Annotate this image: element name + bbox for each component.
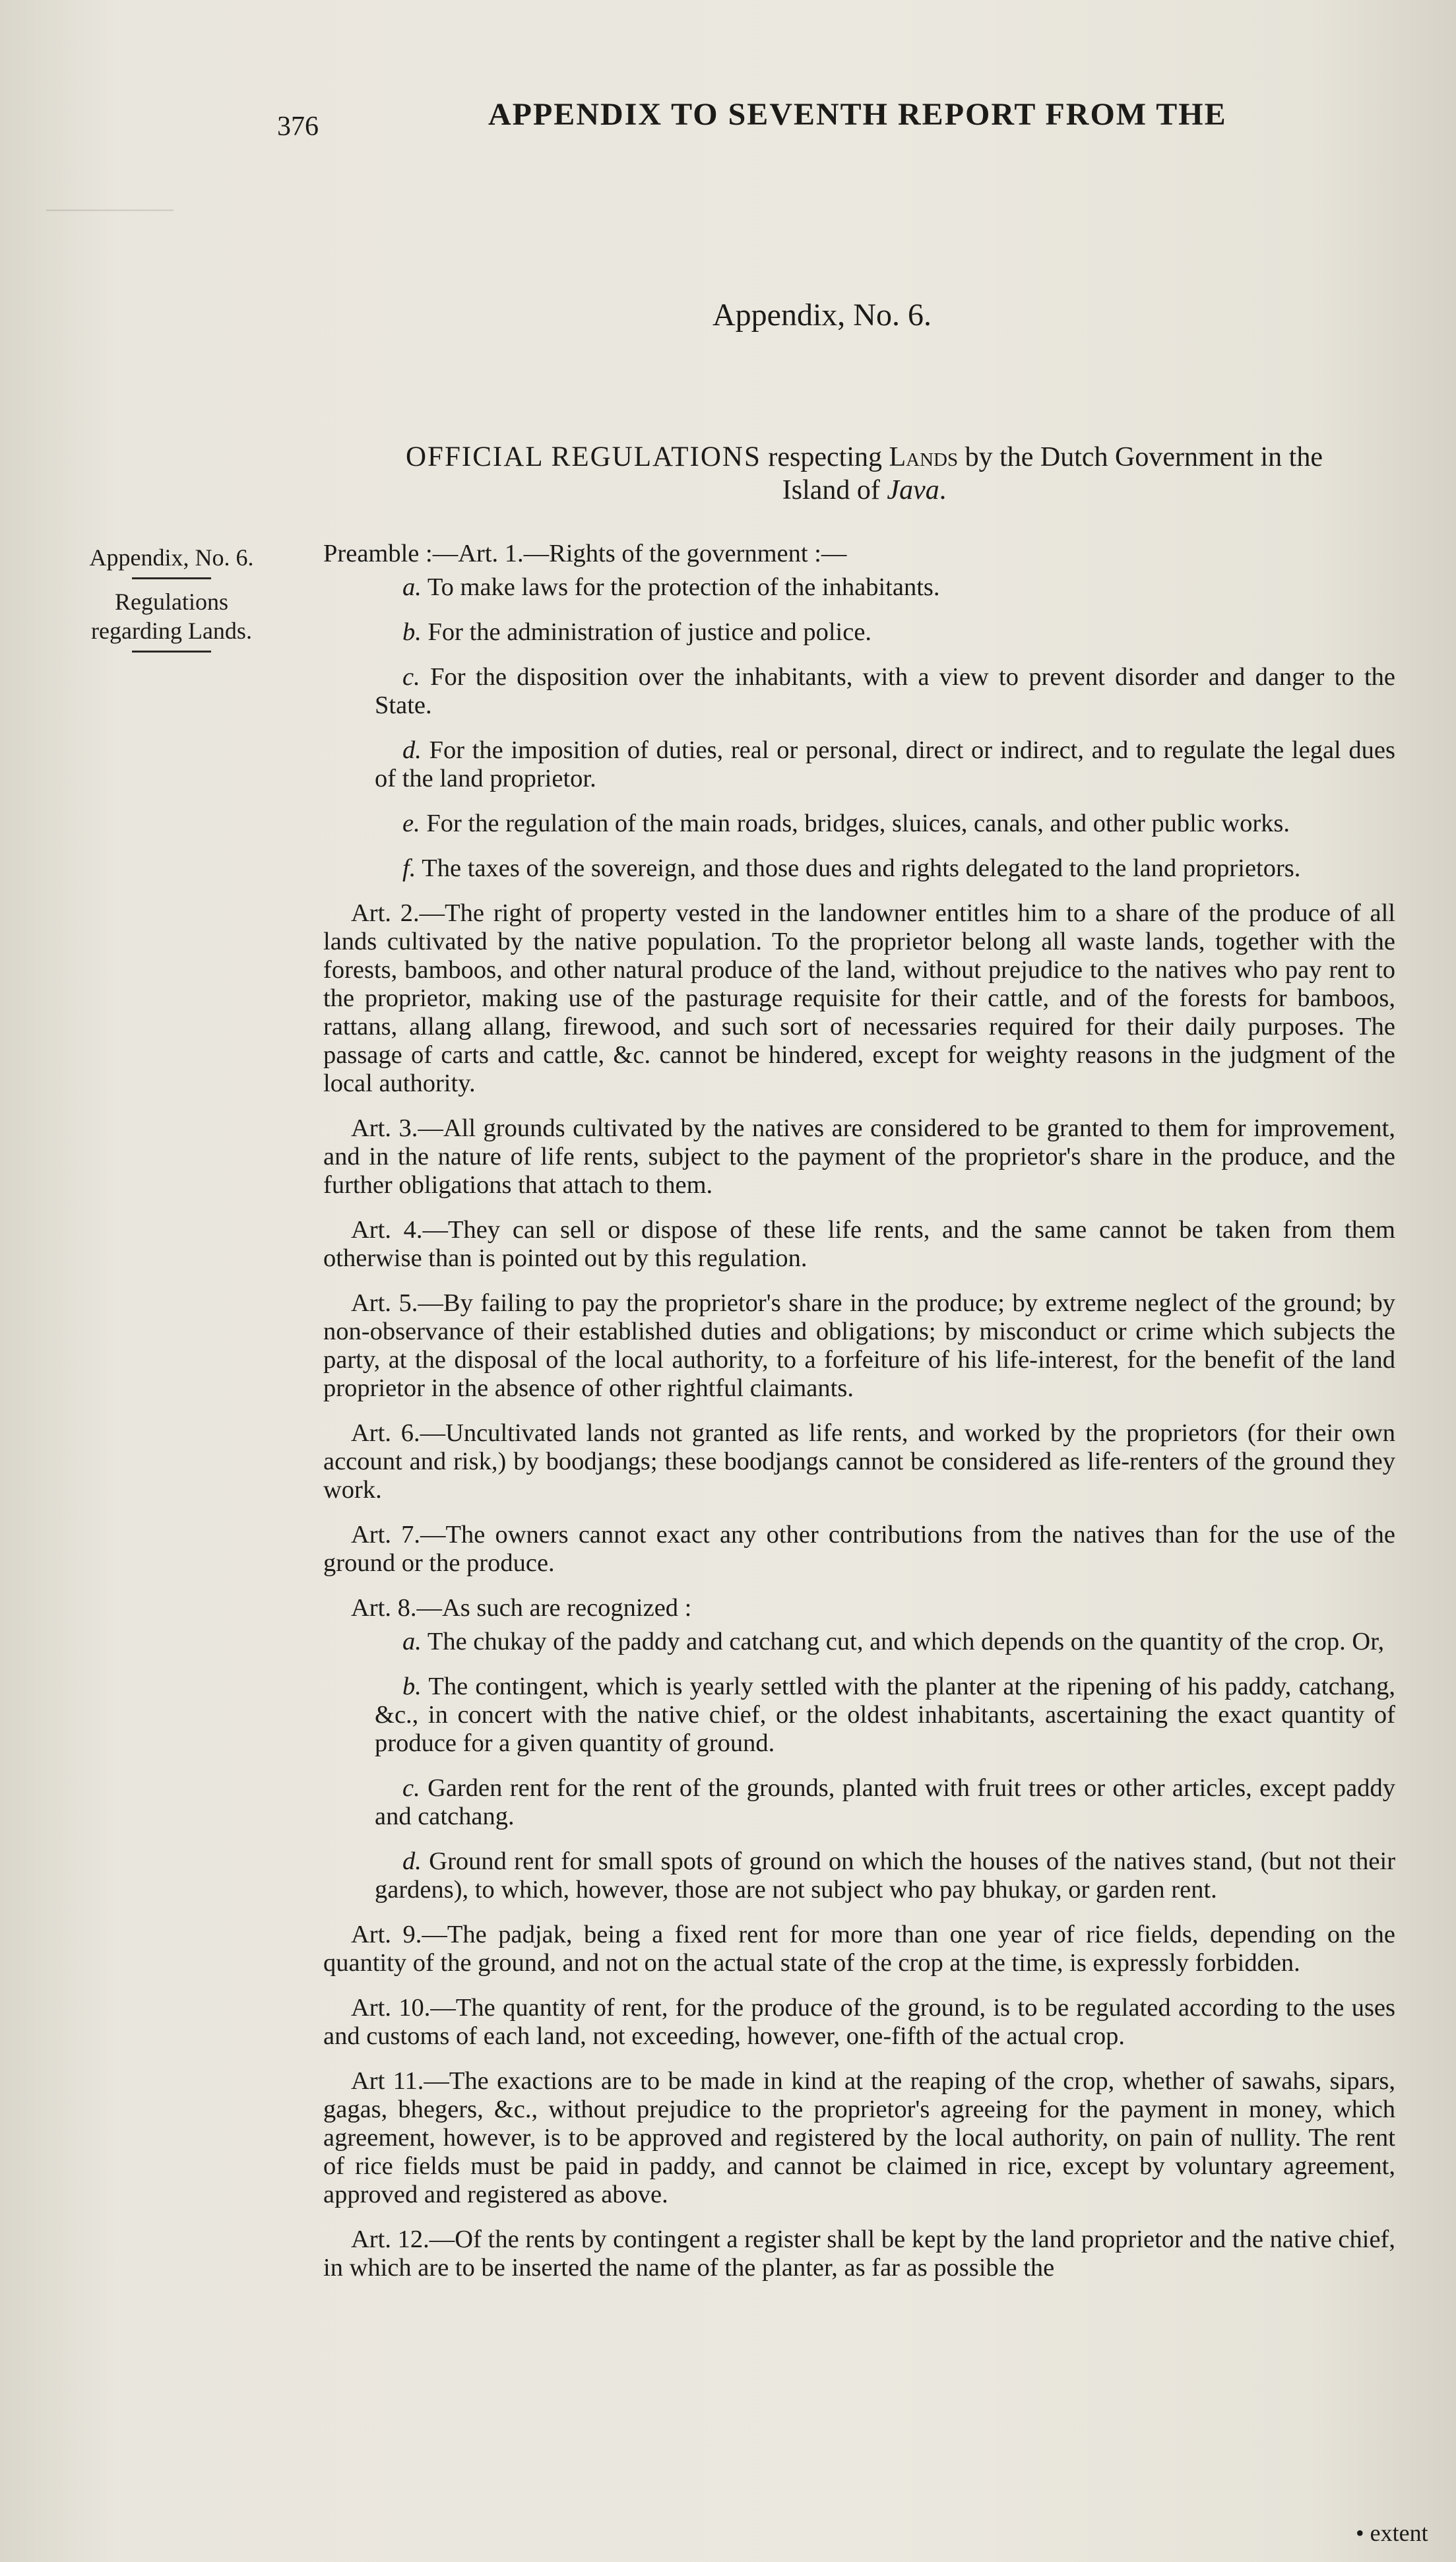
sidenote-rule-bottom (132, 651, 211, 653)
sidenote-line2: regarding Lands. (91, 618, 252, 644)
running-head-title: APPENDIX TO SEVENTH REPORT FROM THE (488, 97, 1227, 132)
rights-item (323, 854, 1395, 883)
article-7: Art. 7.—The owners cannot exact any other contributions from the natives than for the use of the ground or the produce. (323, 1521, 1395, 1577)
rights-item-label: a. (402, 573, 422, 601)
rights-item (323, 573, 1395, 602)
article-3: Art. 3.—All grounds cultivated by the natives are considered to be granted to them for improvement, and in the nature of life rents, subject to the payment of the proprietor's share in the produce, and the further obligations that attach to them. (323, 1114, 1395, 1199)
rights-item (323, 618, 1395, 647)
rights-item-text: For the imposition of duties, real or personal, direct or indirect, and to regulate the legal dues of the land proprietor. (375, 736, 1395, 792)
rights-item-text: For the disposition over the inhabitants, with a view to prevent disorder and danger to the State. (375, 663, 1395, 719)
regulations-title-line1 (330, 441, 1399, 474)
article-2: Art. 2.—The right of property vested in the landowner entitles him to a share of the produce of all lands cultivated by the native population. To the proprietor belong all waste lands, together with the forests, bamboos, and other natural produce of the land, without prejudice to the natives who pay rent to the proprietor, making use of the pasturage requisite for their cattle, and of the forests for bamboos, rattans, allang allang, firewood, and such sort of necessaries required for their daily purposes. The passage of carts and cattle, &c. cannot be hindered, except for weighty reasons in the judgment of the local authority. (323, 899, 1395, 1097)
regulations-title-line2-suffix: . (939, 475, 947, 505)
rights-list (323, 573, 1395, 883)
rights-item-label: e. (402, 810, 420, 837)
preamble: Preamble :—Art. 1.—Rights of the government :— (323, 540, 847, 567)
page-number: 376 (277, 112, 319, 142)
regulations-title-line2-prefix: Island of (782, 475, 887, 505)
article-8-item (323, 1673, 1395, 1758)
regulations-title-line2 (330, 474, 1399, 507)
rights-item (323, 736, 1395, 793)
article-12: Art. 12.—Of the rents by contingent a register shall be kept by the land proprietor and the native chief, in which are to be inserted the name of the planter, as far as possible the (323, 2226, 1395, 2282)
article-8-item (323, 1847, 1395, 1904)
regulations-title-lands: Lands (889, 442, 959, 472)
margin-sidenote (73, 543, 270, 660)
regulations-title-middle: respecting (761, 442, 889, 472)
article-5: Art. 5.—By failing to pay the proprietor's share in the produce; by extreme neglect of the ground; by non-observance of their established duties and obligations; by misconduct or crime which subjects the party, at the disposal of the local authority, to a forfeiture of his life-interest, for the benefit of the land proprietor in the absence of other rightful claimants. (323, 1289, 1395, 1402)
sidenote-appendix-ref: Appendix, No. 6. (89, 544, 254, 571)
catchword: • extent (1356, 2520, 1428, 2546)
article-8-item-label: c. (402, 1774, 420, 1802)
article-8-list (323, 1628, 1395, 1904)
article-8-item-text: Ground rent for small spots of ground on which the houses of the natives stand, (but not their gardens), to which, however, those are not subject who pay bhukay, or garden rent. (375, 1847, 1396, 1904)
article-8-item-label: b. (402, 1673, 422, 1700)
article-10: Art. 10.—The quantity of rent, for the produce of the ground, is to be regulated according to the uses and customs of each land, not exceeding, however, one-fifth of the actual crop. (323, 1994, 1395, 2050)
rights-item-text: The taxes of the sovereign, and those dues and rights delegated to the land proprietors. (422, 854, 1301, 882)
rights-item-text: To make laws for the protection of the inhabitants. (427, 573, 940, 601)
rights-item (323, 663, 1395, 720)
article-6: Art. 6.—Uncultivated lands not granted as life rents, and worked by the proprietors (for their own account and risk,) by boodjangs; these boodjangs cannot be considered as life-renters of the ground they work. (323, 1419, 1395, 1504)
show-through-bleed: ──────── (46, 198, 174, 222)
article-8-item-text: The chukay of the paddy and catchang cut, and which depends on the quantity of the crop. Or, (427, 1628, 1385, 1655)
regulations-title (330, 441, 1399, 507)
appendix-heading: Appendix, No. 6. (712, 298, 932, 333)
sidenote-line1: Regulations (115, 589, 228, 615)
regulations-title-prefix: OFFICIAL REGULATIONS (406, 441, 761, 472)
rights-item-text: For the regulation of the main roads, bridges, sluices, canals, and other public works. (426, 810, 1290, 837)
article-4: Art. 4.—They can sell or dispose of these life rents, and the same cannot be taken from them otherwise than is pointed out by this regulation. (323, 1216, 1395, 1272)
article-8-item-text: Garden rent for the rent of the grounds, planted with fruit trees or other articles, except paddy and catchang. (375, 1774, 1395, 1830)
rights-item-label: b. (402, 618, 422, 646)
rights-item-label: d. (402, 736, 422, 764)
rights-item-label: f. (402, 854, 416, 882)
article-8-item (323, 1628, 1395, 1656)
article-11: Art 11.—The exactions are to be made in kind at the reaping of the crop, whether of sawahs, sipars, gagas, bhegers, &c., without prejudice to the proprietor's agreeing for the payment in money, which agreement, however, is to be approved and registered by the local authority, on pain of nullity. The rent of rice fields must be paid in paddy, and cannot be claimed in rice, except by voluntary agreement, approved and registered as above. (323, 2067, 1395, 2208)
article-8-item (323, 1774, 1395, 1831)
regulations-title-island: Java (887, 475, 939, 505)
article-8-item-label: d. (402, 1847, 422, 1875)
sidenote-rule-top (132, 577, 211, 579)
rights-item-text: For the administration of justice and police. (427, 618, 872, 646)
rights-item (323, 810, 1395, 838)
article-8-item-text: The contingent, which is yearly settled with the planter at the ripening of his paddy, catchang, &c., in concert with the native chief, or the oldest inhabitants, ascertaining the exact quantity of produce for a given quantity of ground. (375, 1673, 1395, 1757)
regulations-title-suffix: by the Dutch Government in the (958, 442, 1323, 472)
article-8-item-label: a. (402, 1628, 422, 1655)
document-body (323, 540, 1395, 2299)
article-9: Art. 9.—The padjak, being a fixed rent for more than one year of rice fields, depending on the quantity of the ground, and not on the actual state of the crop at the time, is expressly forbidden. (323, 1921, 1395, 1977)
rights-item-label: c. (402, 663, 420, 691)
article-8-intro: Art. 8.—As such are recognized : (351, 1594, 692, 1622)
